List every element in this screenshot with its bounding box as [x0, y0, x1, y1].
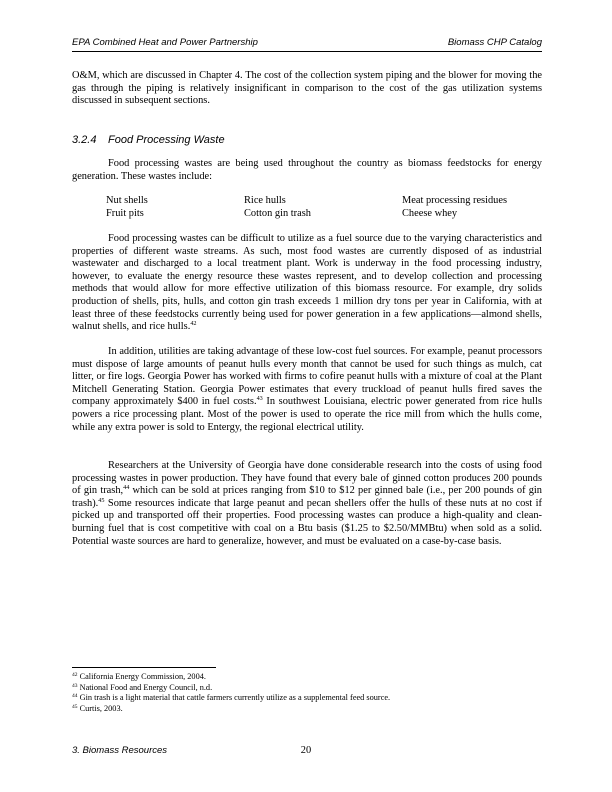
paragraph-2-text-a: In addition, utilities are taking advantage of these low-cost fuel sources. For example, peanut processors must dispose of large amounts of peanut hulls every month that cannot be used for such things as mulch, cat litter, or fire logs. Georgia Power has worked with firms to cofire peanut hulls with a mixture of coal at the Plant Mitchell Generating Station. Georgia Power estimates that every truckload of peanut hulls fired saves the company approximately $400 in fuel costs.	[72, 346, 542, 408]
footnote-number: 43	[72, 682, 78, 689]
paragraph-3-text-c: Some resources indicate that large peanut and pecan shellers offer the hulls of these nuts at no cost if picked up and transported off their properties. Food processing wastes can produce a high-quality and clean-burning fuel that is cost competitive with coal on a Btu basis ($1.25 to $2.50/MMBtu) when sold as a solid. Potential waste sources are hard to generalize, however, and must be evaluated on a case-by-case basis.	[72, 497, 542, 547]
waste-item: Cheese whey	[402, 207, 458, 219]
footer-section-label: 3. Biomass Resources	[72, 745, 168, 756]
footnote	[72, 704, 542, 715]
waste-row	[106, 208, 536, 221]
intro-block	[72, 70, 542, 108]
paragraph-1-text: Food processing wastes can be difficult to utilize as a fuel source due to the varying characteristics and properties of different waste streams. As such, most food wastes are currently disposed of as industrial wastewater and discharged to a local treatment plant. Work is underway in the food processing industry, however, to evaluate the energy resource these wastes represent, and to develop collection and processing methods that would allow for more effective utilization of this biomass resource. For example, dry solids production of shells, pits, hulls, and cotton gin trash exceeds 1 million dry tons per year in California, with at least three of these feedstocks currently being used for power generation in a few applications—almond shells, walnut shells, and rice hulls.	[72, 233, 542, 333]
footnote-ref: 43	[256, 395, 263, 403]
header-rule	[72, 51, 542, 52]
waste-item: Nut shells	[106, 195, 148, 206]
paragraph-3	[72, 460, 542, 548]
footnote-ref: 44	[123, 484, 130, 492]
paragraph-1-block	[72, 233, 542, 334]
footnote	[72, 693, 542, 704]
paragraph-3-text-a: Researchers at the University of Georgia have done considerable research into the costs of using food processing wastes in power production. They have found that every bale of ginned cotton produces 200 pounds of gin trash,	[72, 460, 542, 497]
footnote-text: California Energy Commission, 2004.	[79, 672, 206, 681]
lead-paragraph: Food processing wastes are being used throughout the country as biomass feedstocks for energy generation. These wastes include:	[72, 158, 542, 182]
waste-item: Rice hulls	[244, 195, 286, 206]
header-right-text: Biomass CHP Catalog	[447, 37, 542, 48]
footnotes	[72, 672, 542, 714]
footnote-text: Gin trash is a light material that cattle farmers currently utilize as a supplemental feed source.	[79, 693, 391, 703]
waste-list	[106, 195, 536, 220]
paragraph-3-text-b: which can be sold at prices ranging from $10 to $12 per ginned bale (i.e., per 200 pounds of gin trash).	[72, 485, 542, 509]
section-number: 3.2.4	[72, 134, 97, 146]
paragraph-3-block	[72, 460, 542, 548]
footnote-number: 44	[72, 693, 78, 700]
footnote-number: 42	[72, 672, 78, 678]
footnote-rule	[72, 667, 216, 668]
waste-item: Cotton gin trash	[244, 207, 311, 219]
paragraph-2-text-b: In southwest Louisiana, electric power generated from rice hulls powers a rice processing plant. Most of the power is used to operate the rice mill from which the hulls come, while any extra power is sold to Entergy, the regional electrical utility.	[72, 396, 542, 433]
footnote-number: 45	[72, 703, 78, 710]
section-title: Food Processing Waste	[108, 134, 225, 146]
paragraph-2	[72, 346, 542, 434]
page-header	[72, 36, 542, 50]
paragraph-1	[72, 233, 542, 334]
page-number: 20	[300, 745, 312, 756]
intro-paragraph: O&M, which are discussed in Chapter 4. The cost of the collection system piping and the blower for moving the gas through the piping is relatively insignificant in comparison to the cost of the gas utilization systems discussed in subsequent sections.	[72, 70, 542, 107]
waste-row	[106, 195, 536, 208]
lead-block	[72, 158, 542, 183]
section-heading	[72, 133, 225, 147]
header-left-text: EPA Combined Heat and Power Partnership	[72, 37, 258, 48]
footnote	[72, 672, 542, 683]
footnote-text: National Food and Energy Council, n.d.	[79, 682, 213, 692]
waste-item: Fruit pits	[106, 207, 144, 219]
footnote	[72, 683, 542, 694]
footnote-ref: 45	[98, 496, 105, 504]
waste-item: Meat processing residues	[402, 195, 508, 206]
paragraph-2-block	[72, 346, 542, 434]
footnote-text: Curtis, 2003.	[79, 703, 123, 713]
footnote-ref: 42	[190, 320, 197, 328]
